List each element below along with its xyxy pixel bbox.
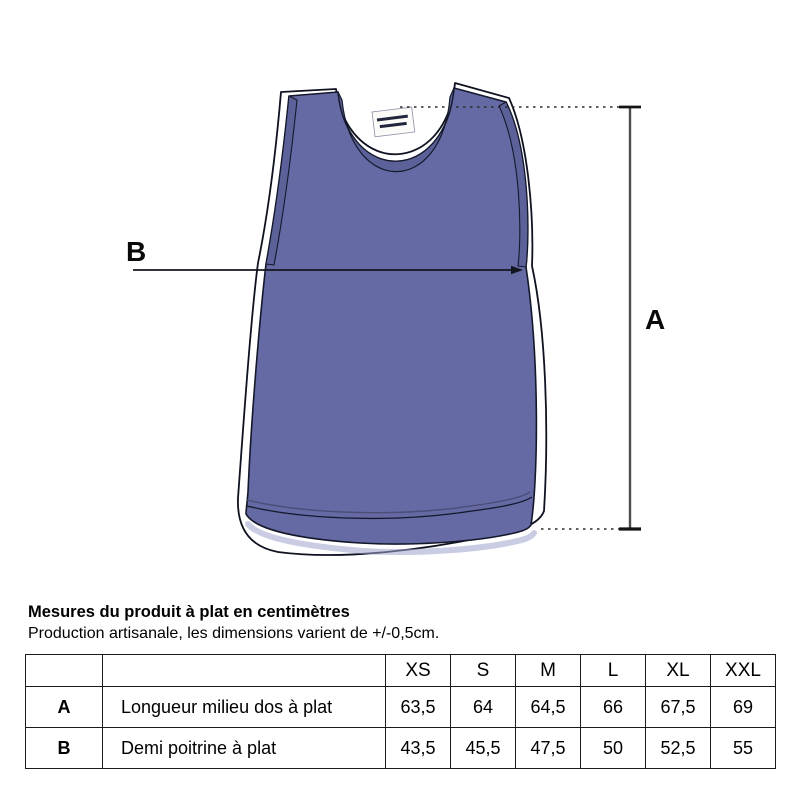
table-row-b: [26, 728, 776, 769]
row-a-value-xxl: 69: [711, 687, 776, 728]
measure-b-label: B: [126, 236, 147, 267]
table-row-a: [26, 687, 776, 728]
row-b-value-xxl: 55: [711, 728, 776, 769]
row-a-value-l: 66: [581, 687, 646, 728]
size-table: [25, 654, 776, 769]
row-a-value-m: 64,5: [516, 687, 581, 728]
row-b-letter: B: [26, 728, 103, 769]
notes-subtitle: Production artisanale, les dimensions varient de +/-0,5cm.: [28, 625, 440, 642]
measurement-notes: [28, 603, 748, 643]
row-b-value-m: 47,5: [516, 728, 581, 769]
row-b-value-l: 50: [581, 728, 646, 769]
size-header-l: L: [581, 655, 646, 687]
size-header-xxl: XXL: [711, 655, 776, 687]
size-header-m: M: [516, 655, 581, 687]
row-b-value-xs: 43,5: [386, 728, 451, 769]
notes-title: Mesures du produit à plat en centimètres: [28, 603, 350, 621]
row-a-label: Longueur milieu dos à plat: [103, 687, 386, 728]
care-label: [372, 107, 415, 137]
row-b-label: Demi poitrine à plat: [103, 728, 386, 769]
size-header-s: S: [451, 655, 516, 687]
row-a-value-xl: 67,5: [646, 687, 711, 728]
size-header-xl: XL: [646, 655, 711, 687]
row-b-value-s: 45,5: [451, 728, 516, 769]
header-empty-label-cell: [103, 655, 386, 687]
row-a-value-s: 64: [451, 687, 516, 728]
row-a-value-xs: 63,5: [386, 687, 451, 728]
header-empty-letter-cell: [26, 655, 103, 687]
size-table-header-row: [26, 655, 776, 687]
measure-a-label: A: [645, 304, 666, 335]
size-header-xs: XS: [386, 655, 451, 687]
row-b-value-xl: 52,5: [646, 728, 711, 769]
row-a-letter: A: [26, 687, 103, 728]
